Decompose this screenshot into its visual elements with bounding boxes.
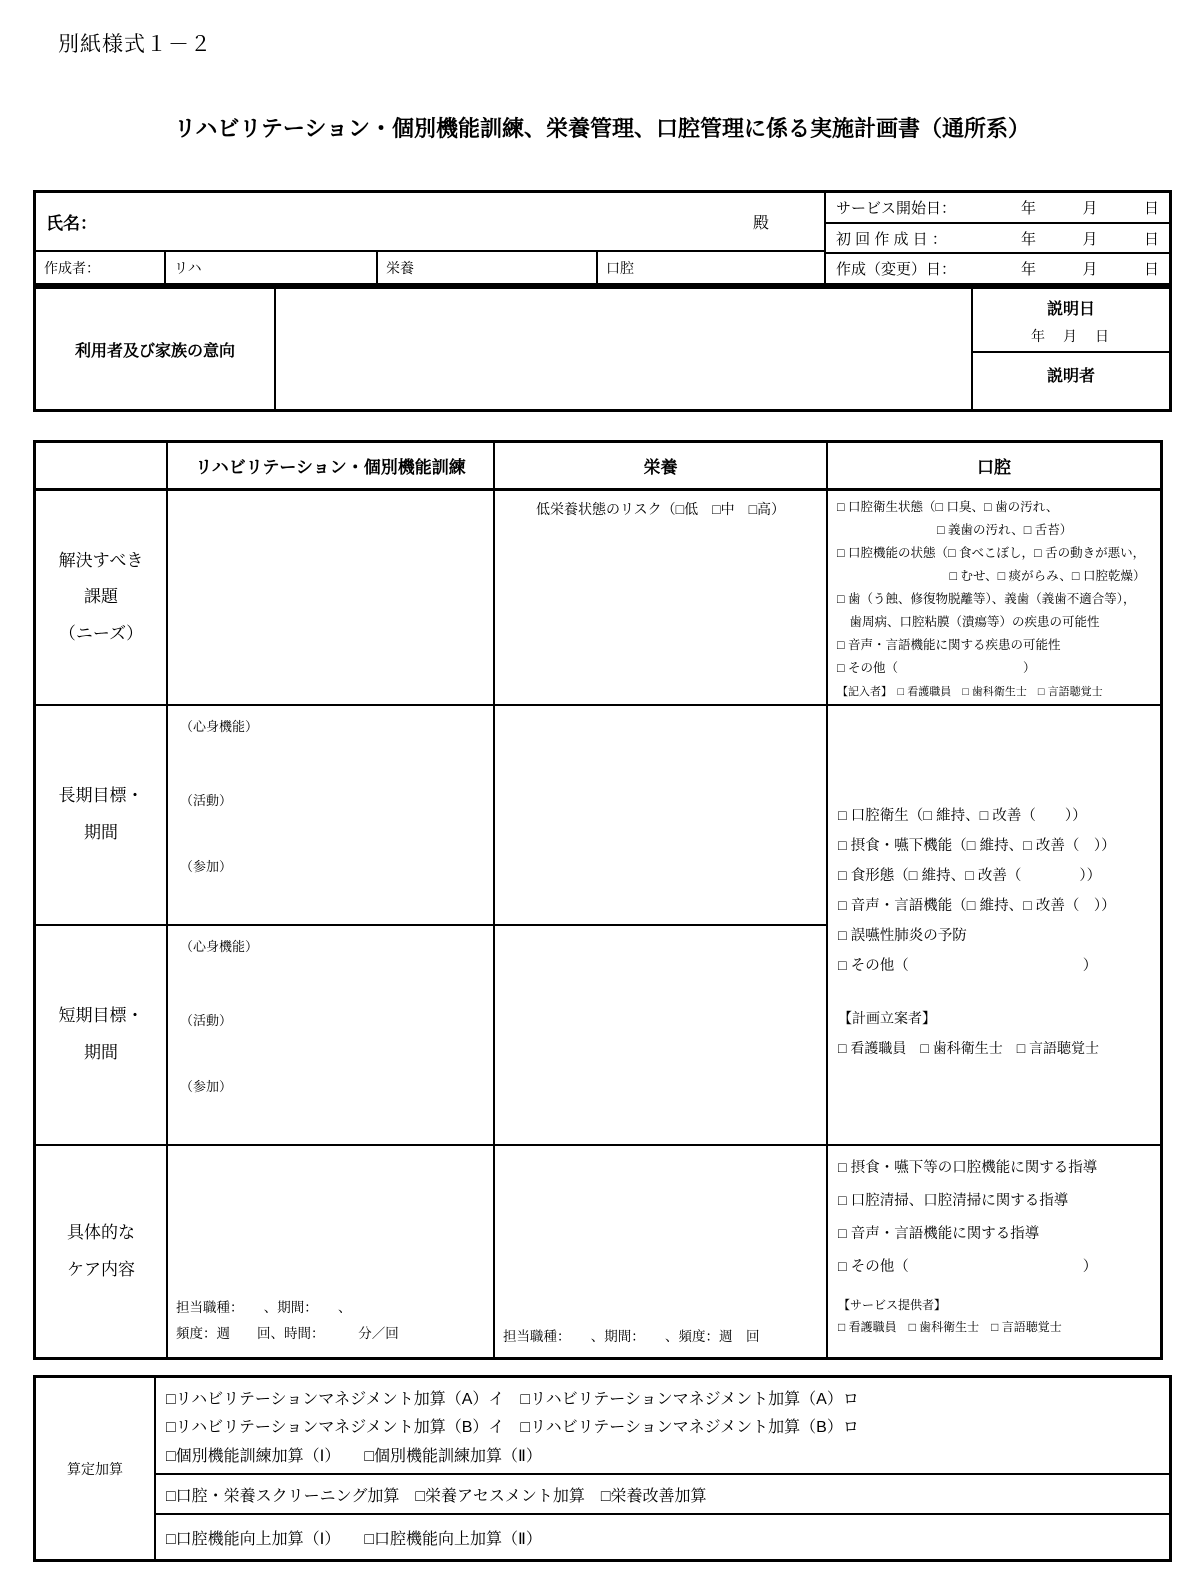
rehab-goal-item: （心身機能） bbox=[180, 719, 259, 734]
cell-nutrition-long-term bbox=[495, 706, 828, 926]
oral-planner-line: □ 看護職員 □ 歯科衛生士 □ 言語聴覚士 bbox=[838, 1040, 1100, 1056]
author-nutrition-cell: 栄養 bbox=[378, 252, 598, 283]
explain-date-ymd: 年 月 日 bbox=[1031, 328, 1111, 344]
row-label-line: 解決すべき bbox=[58, 550, 144, 570]
name-field-label: 氏名： bbox=[46, 214, 97, 233]
month-label: 月 bbox=[1082, 230, 1098, 248]
oral-provider-line: □ 看護職員 □ 歯科衛生士 □ 言語聴覚士 bbox=[838, 1320, 1062, 1334]
first-created-label: 初 回 作 成 日 ： bbox=[836, 230, 947, 248]
explainer-label: 説明者 bbox=[1046, 368, 1095, 385]
day-label: 日 bbox=[1143, 261, 1159, 279]
author-rehab-cell: リハ bbox=[166, 252, 378, 283]
oral-care-list bbox=[838, 1152, 1150, 1284]
page-title: リハビリテーション・個別機能訓練、栄養管理、口腔管理に係る実施計画書（通所系） bbox=[173, 116, 1031, 141]
oral-provider-title: 【サービス提供者】 bbox=[838, 1298, 947, 1312]
day-label: 日 bbox=[1143, 199, 1159, 217]
oral-goal-line: □ 音声・言語機能（□ 維持、□ 改善（ ）） bbox=[838, 898, 1116, 914]
oral-needs-line: □ その他（ ） bbox=[837, 661, 1036, 675]
cell-nutrition-short-term bbox=[495, 926, 828, 1146]
cell-rehab-needs bbox=[168, 491, 495, 706]
oral-goal-line: □ 誤嚥性肺炎の予防 bbox=[838, 928, 967, 944]
intent-label: 利用者及び家族の意向 bbox=[36, 289, 276, 409]
created-changed-ymd bbox=[1021, 258, 1159, 279]
nutrition-care-footer-line: 担当職種： 、期間： 、頻度：週 回 bbox=[503, 1329, 760, 1344]
addons-line: □個別機能訓練加算（Ⅰ） □個別機能訓練加算（Ⅱ） bbox=[166, 1447, 542, 1465]
oral-needs-line: □ 義歯の汚れ、□ 舌苔） bbox=[837, 523, 1073, 537]
rehab-goal-item: （活動） bbox=[180, 793, 233, 808]
row-label-line: 長期目標・ bbox=[58, 786, 144, 806]
addons-group-nutrition bbox=[156, 1475, 1169, 1515]
author-field-label: 作成者： bbox=[36, 252, 166, 283]
oral-needs-line: □ 音声・言語機能に関する疾患の可能性 bbox=[837, 638, 1061, 652]
oral-goal-list bbox=[838, 801, 1150, 981]
year-label: 年 bbox=[1021, 230, 1037, 248]
row-label-line: 具体的な bbox=[67, 1222, 135, 1242]
oral-needs-line: 歯周病、口腔粘膜（潰瘍等）の疾患の可能性 bbox=[837, 615, 1100, 629]
oral-writer-line: 【記入者】 □ 看護職員 □ 歯科衛生士 □ 言語聴覚士 bbox=[837, 686, 1103, 698]
service-start-ymd bbox=[1021, 197, 1159, 218]
addons-group-rehab bbox=[156, 1378, 1169, 1475]
addons-line: □口腔・栄養スクリーニング加算 □栄養アセスメント加算 □栄養改善加算 bbox=[166, 1487, 707, 1505]
author-oral-cell: 口腔 bbox=[606, 259, 634, 276]
rehab-care-footer-line: 頻度：週 回、時間： 分／回 bbox=[176, 1326, 399, 1341]
author-row bbox=[36, 252, 824, 283]
explain-date-cell bbox=[973, 289, 1169, 353]
addons-table bbox=[33, 1375, 1172, 1562]
row-label-care bbox=[36, 1146, 168, 1357]
rehab-care-footer-line: 担当職種： 、期間： 、 bbox=[176, 1300, 352, 1315]
year-label: 年 bbox=[1021, 199, 1037, 217]
oral-goal-line: □ 食形態（□ 維持、□ 改善（ ）） bbox=[838, 868, 1102, 884]
row-label-short-term bbox=[36, 926, 168, 1146]
first-created-date-row bbox=[826, 224, 1169, 255]
header-nutrition: 栄養 bbox=[495, 443, 828, 491]
intent-blank-area bbox=[276, 289, 973, 409]
addons-label: 算定加算 bbox=[36, 1378, 156, 1559]
cell-rehab-long-term bbox=[168, 706, 495, 926]
honorific-label: 殿 bbox=[752, 215, 769, 232]
header-oral: 口腔 bbox=[828, 443, 1160, 491]
addons-line: □リハビリテーションマネジメント加算（A）イ □リハビリテーションマネジメント加算（A）ロ bbox=[166, 1390, 859, 1408]
dates-section bbox=[826, 193, 1169, 283]
oral-care-line: □ 摂食・嚥下等の口腔機能に関する指導 bbox=[838, 1160, 1098, 1176]
explain-section bbox=[973, 289, 1169, 409]
cell-oral-care bbox=[828, 1146, 1160, 1357]
cell-oral-goals bbox=[828, 706, 1160, 1146]
month-label: 月 bbox=[1082, 261, 1098, 279]
oral-needs-line: □ 口腔衛生状態（□ 口臭、□ 歯の汚れ、 bbox=[837, 500, 1059, 514]
row-label-line: 期間 bbox=[84, 823, 118, 842]
month-label: 月 bbox=[1082, 199, 1098, 217]
oral-needs-line: □ 歯（う蝕、修復物脱離等）、義歯（義歯不適合等）， bbox=[837, 592, 1136, 606]
row-label-line: （ニーズ） bbox=[58, 623, 144, 643]
addons-line: □リハビリテーションマネジメント加算（B）イ □リハビリテーションマネジメント加算（B）ロ bbox=[166, 1419, 859, 1436]
oral-needs-line: □ 口腔機能の状態（□ 食べこぼし，□ 舌の動きが悪い， bbox=[837, 546, 1146, 560]
header-rehab: リハビリテーション・個別機能訓練 bbox=[168, 443, 495, 491]
nutrition-risk-line: 低栄養状態のリスク（□低 □中 □高） bbox=[535, 501, 786, 517]
oral-care-line: □ その他（ ） bbox=[838, 1259, 1098, 1275]
service-start-label: サービス開始日： bbox=[836, 199, 957, 217]
first-created-ymd bbox=[1021, 228, 1159, 249]
oral-needs-line: □ むせ、□ 痰がらみ、□ 口腔乾燥） bbox=[837, 569, 1146, 583]
cell-rehab-short-term bbox=[168, 926, 495, 1146]
name-row bbox=[36, 193, 824, 252]
created-changed-date-row bbox=[826, 254, 1169, 283]
rehab-goal-item: （心身機能） bbox=[180, 939, 259, 954]
oral-care-line: □ 音声・言語機能に関する指導 bbox=[838, 1226, 1040, 1242]
addons-line: □口腔機能向上加算（Ⅰ） □口腔機能向上加算（Ⅱ） bbox=[166, 1530, 542, 1548]
rehab-goal-item: （活動） bbox=[180, 1013, 233, 1028]
service-start-date-row bbox=[826, 193, 1169, 224]
addons-group-oral bbox=[156, 1515, 1169, 1559]
cell-nutrition-care bbox=[495, 1146, 828, 1357]
rehab-goal-item: （参加） bbox=[180, 859, 233, 874]
rehab-goal-item: （参加） bbox=[180, 1079, 233, 1094]
intent-table bbox=[33, 286, 1172, 412]
row-label-needs bbox=[36, 491, 168, 706]
addons-body bbox=[156, 1378, 1169, 1559]
row-label-line: 期間 bbox=[84, 1043, 118, 1062]
oral-care-line: □ 口腔清掃、口腔清掃に関する指導 bbox=[838, 1193, 1069, 1209]
header-info-table bbox=[33, 190, 1172, 286]
row-label-long-term bbox=[36, 706, 168, 926]
cell-nutrition-needs bbox=[495, 491, 828, 706]
oral-planner-title: 【計画立案者】 bbox=[838, 1010, 936, 1026]
row-label-line: 課題 bbox=[84, 587, 118, 607]
form-code: 別紙様式１－２ bbox=[58, 32, 212, 56]
corner-cell bbox=[36, 443, 168, 491]
oral-goal-line: □ その他（ ） bbox=[838, 958, 1098, 974]
day-label: 日 bbox=[1143, 230, 1159, 248]
year-label: 年 bbox=[1021, 261, 1037, 279]
created-changed-label: 作成（変更）日： bbox=[836, 261, 957, 279]
cell-rehab-care bbox=[168, 1146, 495, 1357]
row-label-line: ケア内容 bbox=[67, 1259, 135, 1279]
oral-goal-line: □ 摂食・嚥下機能（□ 維持、□ 改善（ ）） bbox=[838, 838, 1116, 854]
name-author-section bbox=[36, 193, 826, 283]
oral-goal-line: □ 口腔衛生（□ 維持、□ 改善（ ）） bbox=[838, 808, 1087, 824]
plan-table bbox=[33, 440, 1163, 1360]
cell-oral-needs bbox=[828, 491, 1160, 706]
explain-date-label: 説明日 bbox=[1046, 301, 1095, 318]
row-label-line: 短期目標・ bbox=[58, 1006, 144, 1026]
